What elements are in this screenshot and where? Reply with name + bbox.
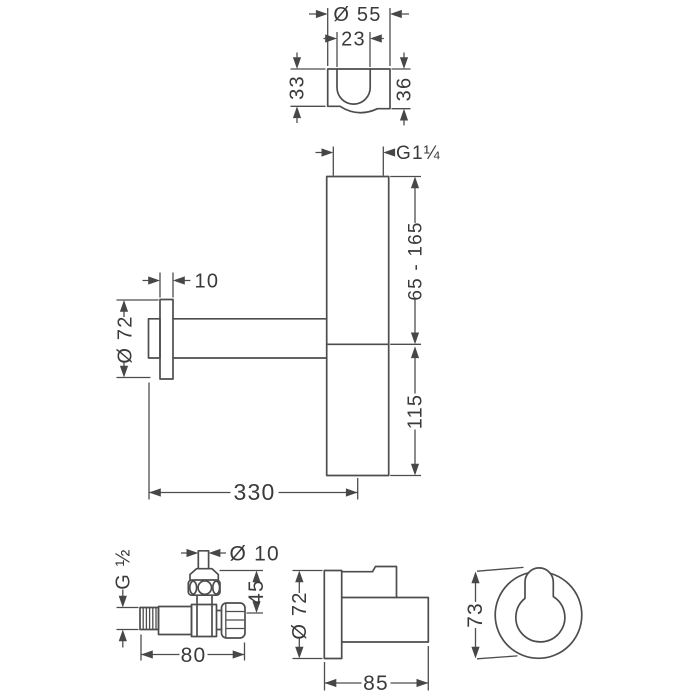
outlet-lower-body xyxy=(342,598,429,643)
dim-label-projection: 330 xyxy=(233,479,276,505)
wall-pipe-stub xyxy=(149,319,161,358)
outlet-pipe xyxy=(173,319,327,358)
arrow-right-icon xyxy=(417,679,429,687)
knurl-right xyxy=(213,581,220,594)
dim-label-flange-depth: 10 xyxy=(194,270,220,293)
arrow-left-icon xyxy=(149,488,161,496)
dim-valve-outlet xyxy=(181,543,280,566)
dim-valve-thread xyxy=(113,548,139,647)
view-angle-valve xyxy=(113,543,280,668)
outlet-flange xyxy=(324,571,341,659)
view-wall-bracket-front xyxy=(287,4,416,125)
arrow-up-icon xyxy=(411,177,419,189)
dim-label-trap-telescope-range: 65 - 165 xyxy=(405,221,427,301)
dim-label-escutcheon-diameter: 73 xyxy=(464,602,487,628)
arrow-up-icon xyxy=(411,346,419,358)
arrow-right-icon xyxy=(233,650,245,658)
arrow-right-icon xyxy=(346,488,358,496)
outlet-upper-body xyxy=(342,567,397,598)
dim-label-bracket-height-right: 36 xyxy=(393,76,416,102)
dim-outlet-flange-diameter xyxy=(289,571,323,659)
dim-trap-lower-height xyxy=(390,346,426,475)
dim-escutcheon-diameter xyxy=(464,567,524,658)
bracket-slot xyxy=(337,69,370,104)
arrow-down-icon xyxy=(295,647,303,659)
arrow-right-icon xyxy=(148,276,160,284)
thread-lines xyxy=(143,608,156,630)
dim-trap-telescope-range xyxy=(390,177,426,345)
knurl-center xyxy=(198,581,211,594)
dim-label-outlet-flange-diameter: Ø 72 xyxy=(289,591,311,640)
dim-label-flange-diameter: Ø 72 xyxy=(114,315,137,364)
dim-label-valve-outlet: Ø 10 xyxy=(229,542,280,566)
dim-label-bracket-height-left: 33 xyxy=(286,75,309,100)
arrow-down-icon xyxy=(119,596,127,608)
dim-label-bracket-width: Ø 55 xyxy=(333,4,382,26)
dim-outlet-depth xyxy=(325,646,429,695)
arrow-right-icon xyxy=(325,34,337,42)
dim-trap-thread xyxy=(316,143,441,176)
view-wall-outlet-front xyxy=(464,567,582,658)
view-wall-outlet-side xyxy=(289,567,428,696)
trap-body xyxy=(327,177,389,476)
dim-bracket-height-left xyxy=(287,53,326,124)
handle-ribs xyxy=(226,604,244,638)
dim-bracket-slot xyxy=(324,29,384,68)
arrow-up-icon xyxy=(471,572,479,584)
arrow-up-icon xyxy=(293,106,301,118)
arrow-left-icon xyxy=(209,549,221,557)
view-trap-side xyxy=(114,143,440,505)
dim-label-valve-length: 80 xyxy=(180,644,207,667)
arrow-left-icon xyxy=(325,679,337,687)
dim-label-trap-thread: G1¼ xyxy=(396,143,441,164)
dim-label-outlet-depth: 85 xyxy=(363,672,389,695)
dim-valve-height xyxy=(220,571,269,614)
dim-flange-depth xyxy=(143,271,220,298)
dim-flange-diameter xyxy=(114,300,158,378)
arrow-down-icon xyxy=(400,57,408,69)
valve-cap xyxy=(190,569,218,581)
valve-neck-lines xyxy=(197,595,212,636)
dim-label-valve-height: 45 xyxy=(245,579,268,605)
arrow-left-icon xyxy=(370,34,382,42)
arrow-down-icon xyxy=(120,366,128,378)
dim-valve-length xyxy=(141,635,245,668)
arrow-left-icon xyxy=(173,276,185,284)
valve-body-cylinder xyxy=(159,607,192,635)
wall-flange xyxy=(160,300,173,380)
arrow-left-icon xyxy=(390,10,402,18)
arrow-down-icon xyxy=(293,57,301,69)
valve-outlet-pipe xyxy=(198,551,208,569)
dim-label-valve-thread: G ½ xyxy=(112,548,135,590)
arrow-down-icon xyxy=(411,333,419,345)
arrow-up-icon xyxy=(400,109,408,121)
outlet-keyhole xyxy=(516,568,565,642)
dim-bracket-height-right xyxy=(392,53,416,126)
arrow-up-icon xyxy=(119,630,127,642)
dim-label-trap-lower-height: 115 xyxy=(404,393,427,430)
arrow-left-icon xyxy=(383,148,395,156)
arrow-down-icon xyxy=(411,464,419,476)
arrow-left-icon xyxy=(141,650,153,658)
knurl-left xyxy=(190,581,197,594)
arrow-right-icon xyxy=(316,10,328,18)
arrow-up-icon xyxy=(295,571,303,583)
arrow-right-icon xyxy=(187,549,199,557)
dim-label-bracket-slot: 23 xyxy=(341,28,366,51)
arrow-down-icon xyxy=(471,647,479,659)
arrow-right-icon xyxy=(322,148,334,156)
arrow-up-icon xyxy=(120,300,128,312)
